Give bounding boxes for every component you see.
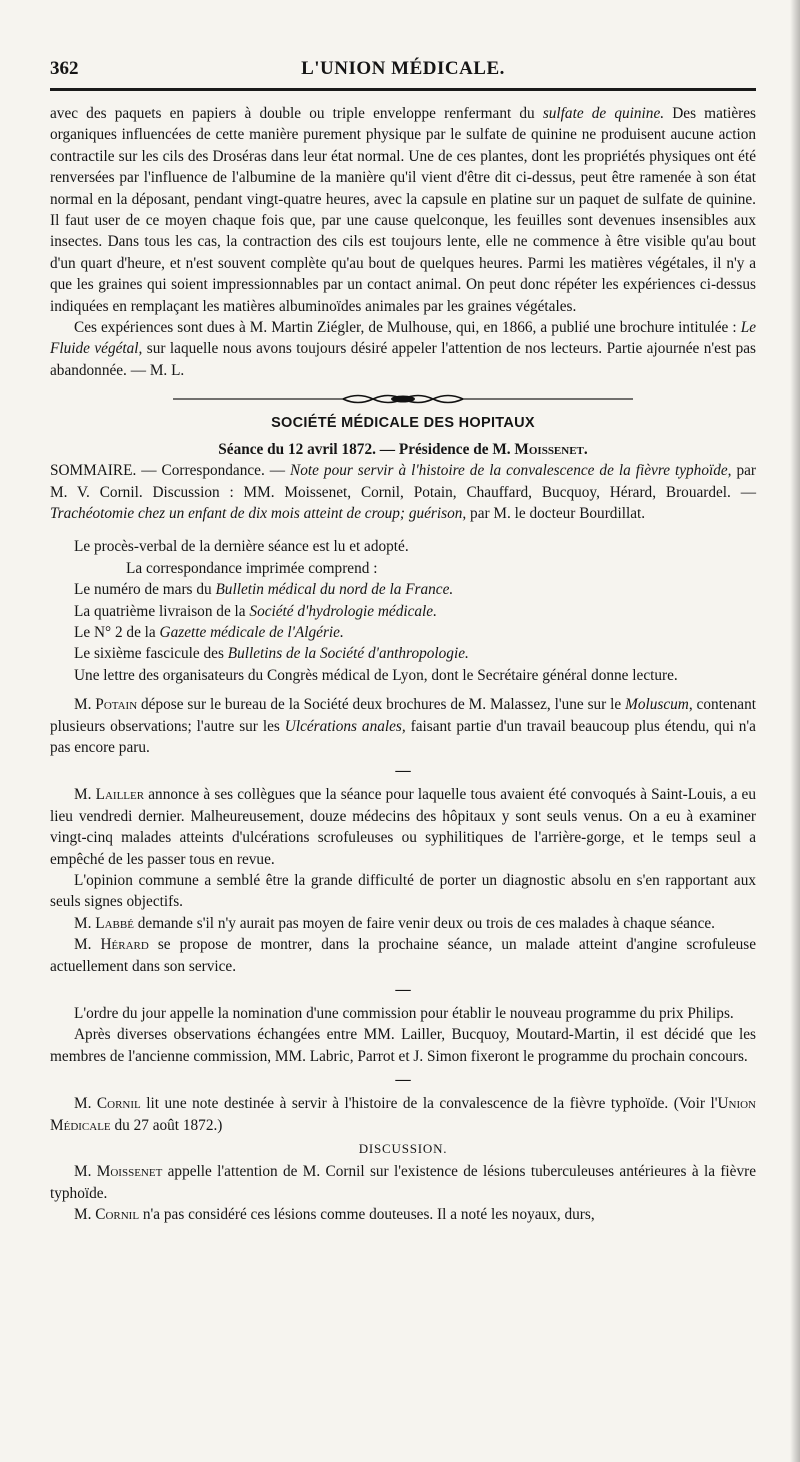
- paragraph-moissenet: [50, 1161, 756, 1204]
- journal-page: [50, 58, 756, 1226]
- paragraph-labbe: [50, 913, 756, 934]
- running-title: L'UNION MÉDICALE.: [301, 58, 505, 79]
- page-number: 362: [50, 58, 79, 79]
- text-run: Le numéro de mars du: [74, 581, 216, 599]
- italic-title: Le Fluide végétal,: [50, 319, 756, 358]
- sommaire: [50, 460, 756, 524]
- text-run: appelle l'attention de M. Cornil sur l'existence de lésions tuberculeuses antérieures à la fièvre typhoïde.: [50, 1163, 757, 1202]
- paragraph-opinion: L'opinion commune a semblé être la grande difficulté de porter un diagnostic absolu en s'en rapportant aux seuls signes objectifs.: [50, 872, 756, 911]
- proces-verbal: Le procès-verbal de la dernière séance est lu et adopté.: [74, 538, 409, 556]
- text-run: Le N° 2 de la: [74, 623, 160, 641]
- flourish-ornament-icon: [173, 391, 633, 407]
- paragraph-lailler: [50, 784, 756, 870]
- speaker-name: M. Cornil: [74, 1095, 141, 1113]
- speaker-name: M. Hérard: [74, 936, 149, 954]
- italic-title: Société d'hydrologie médicale.: [249, 602, 437, 620]
- correspondance-intro: La correspondance imprimée comprend :: [126, 559, 378, 577]
- paragraph-herard: [50, 934, 756, 977]
- text-run: dépose sur le bureau de la Société deux brochures de M. Malassez, l'une sur le: [137, 696, 626, 714]
- italic-term: Moluscum: [625, 696, 689, 714]
- text-run: lit une note destinée à servir à l'histoire de la convalescence de la fièvre typhoïde. (Voir l': [140, 1095, 718, 1113]
- discussion-heading: DISCUSSION.: [358, 1141, 448, 1157]
- italic-title: Trachéotomie chez un enfant de dix mois atteint de croup; guérison,: [50, 504, 467, 522]
- text-column: [50, 103, 756, 1226]
- text-run: La quatrième livraison de la: [74, 602, 250, 620]
- sommaire-label: SOMMAIRE. —: [50, 462, 162, 480]
- section-dash: —: [395, 981, 411, 999]
- text-run: par M. V. Cornil. Discussion : MM. Moissenet, Cornil, Potain, Chauffard, Bucquoy, Hérard, Brouardel. —: [50, 462, 757, 501]
- speaker-name: M. Potain: [74, 696, 138, 714]
- paragraph-cornil: [50, 1093, 756, 1136]
- speaker-name: M. Lailler: [74, 786, 145, 804]
- paragraph-ziegler: [50, 317, 756, 381]
- text-run: faisant partie d'un travail beaucoup plus étendu, qui n'a pas encore paru.: [50, 717, 756, 756]
- correspondance-item: [50, 579, 756, 600]
- italic-title: Ulcérations anales,: [284, 717, 406, 735]
- paragraph-commission: Après diverses observations échangées entre MM. Lailler, Bucquoy, Moutard-Martin, il est décidé que les membres de l'ancienne commission, MM. Labric, Parrot et J. Simon fixeront le programme du prochain concours.: [50, 1026, 756, 1065]
- text-run: du 27 août 1872.): [110, 1116, 223, 1134]
- text-run: annonce à ses collègues que la séance pour laquelle tous avaient été convoqués à Saint-Louis, a eu lieu vendredi dernier. Malheureusement, douze médecins des hôpitaux y sont seuls venus. On a eu à examiner vingt-cinq malades atteints d'ulcérations scrofuleuses ou syphilitiques de l'arrière-gorge, et le temps seul a empêché de les passer tous en revue.: [50, 786, 756, 868]
- text-run: Ces expériences sont dues à M. Martin Ziégler, de Mulhouse, qui, en 1866, a publié une brochure intitulée :: [74, 319, 741, 337]
- text-run: n'a pas considéré ces lésions comme douteuses. Il a noté les noyaux, durs,: [139, 1206, 595, 1224]
- text-run: avec des paquets en papiers à double ou triple enveloppe renfermant du: [50, 105, 543, 122]
- italic-title: Note pour servir à l'histoire de la convalescence de la fièvre typhoïde,: [290, 462, 732, 480]
- correspondance-item: [50, 622, 756, 643]
- speaker-name: M. Labbé: [74, 914, 134, 932]
- page-header: [50, 58, 756, 91]
- speaker-name: M. Moissenet: [74, 1163, 163, 1181]
- text-run: Le sixième fascicule des: [74, 645, 228, 663]
- correspondance-item: Une lettre des organisateurs du Congrès médical de Lyon, dont le Secrétaire général donne lecture.: [74, 666, 678, 684]
- section-dash: —: [395, 762, 411, 780]
- italic-title: Bulletin médical du nord de la France.: [215, 581, 454, 599]
- text-run: sur laquelle nous avons toujours désiré appeler l'attention de nos lecteurs. Partie ajournée n'est pas abandonnée. — M. L.: [50, 340, 756, 379]
- text-run: Des matières organiques influencées de cette manière purement physique par le sulfate de quinine ne produisent aucune action contractile sur les cils des Droséras dans leur état normal. Une de ces plantes, dont les propriétés physiques ont été renversées par l'influence de l'albumine de la manière qu'il vient d'être dit ci-dessus, peut être ramenée à son état normal en la déposant, pendant vingt-quatre heures, avec la capsule en platine sur un paquet de sulfate de quinine. Il faut user de ce moyen chaque fois que, par une cause quelconque, les feuilles sont devenues insensibles aux insectes. Dans tous les cas, la contraction des cils est toujours lente, elle ne commence à être visible qu'au bout d'un quart d'heure, et n'est souvent complète qu'au bout de quelques heures. Parmi les matières végétales, il n'y a que les graines qui soient impressionnables par un contact animal. On peut donc répéter les expériences ci-dessus indiquées en remplaçant les matières albuminoïdes animales par les graines végétales.: [50, 105, 756, 315]
- paragraph-sulfate: [50, 103, 756, 317]
- paragraph-ordre-du-jour: L'ordre du jour appelle la nomination d'une commission pour établir le nouveau programme du prix Philips.: [74, 1005, 734, 1023]
- text-run: demande s'il n'y aurait pas moyen de faire venir deux ou trois de ces malades à chaque séance.: [133, 914, 715, 932]
- italic-title: Gazette médicale de l'Algérie.: [159, 623, 344, 641]
- section-dash: —: [395, 1071, 411, 1089]
- journal-name: Union Médicale: [50, 1095, 756, 1134]
- text-run: , contenant plusieurs observations; l'autre sur les: [50, 696, 756, 735]
- text-run: par M. le docteur Bourdillat.: [466, 504, 646, 522]
- text-run: Correspondance. —: [161, 462, 291, 480]
- page-edge-shadow: [790, 0, 800, 1462]
- correspondance-item: [50, 601, 756, 622]
- speaker-name: M. Cornil: [74, 1206, 140, 1224]
- italic-term: sulfate de quinine.: [542, 105, 665, 122]
- ornamental-divider: [50, 391, 756, 407]
- spacer: [50, 686, 756, 694]
- paragraph-potain: [50, 694, 756, 758]
- president-name: Moissenet: [514, 440, 584, 458]
- italic-title: Bulletins de la Société d'anthropologie.: [227, 645, 469, 663]
- seance-line: [50, 439, 756, 460]
- text-run: .: [583, 440, 588, 458]
- paragraph-cornil-reply: [50, 1204, 756, 1225]
- text-run: Séance du 12 avril 1872. — Présidence de M.: [218, 440, 515, 458]
- correspondance-item: [50, 643, 756, 664]
- spacer: [50, 524, 756, 536]
- text-run: se propose de montrer, dans la prochaine séance, un malade atteint d'angine scrofuleuse actuellement dans son service.: [50, 936, 756, 975]
- society-title: SOCIÉTÉ MÉDICALE DES HOPITAUX: [271, 415, 535, 432]
